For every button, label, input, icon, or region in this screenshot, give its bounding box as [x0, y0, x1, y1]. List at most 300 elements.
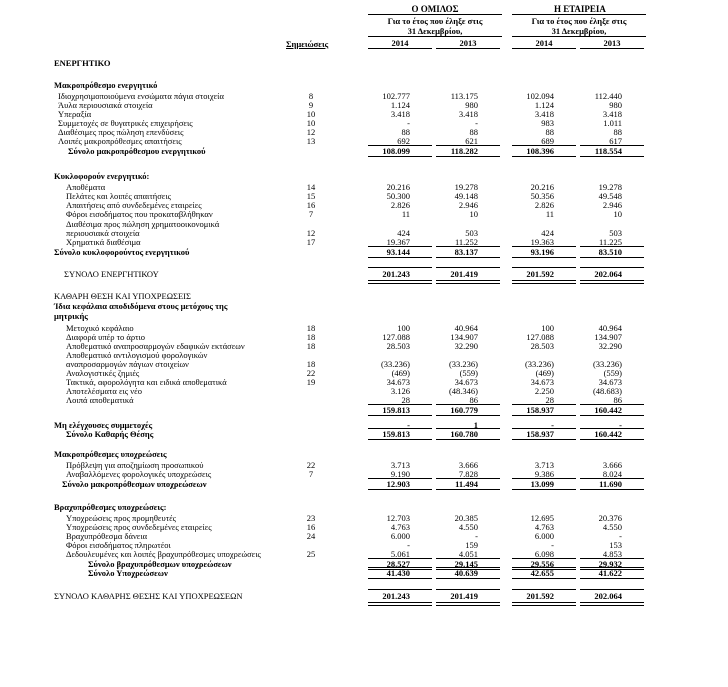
amount-cell: -	[475, 118, 478, 128]
amount-cell: 28.503	[530, 341, 554, 351]
amount-cell: 4.853	[602, 549, 622, 559]
total-rule	[512, 267, 576, 268]
amount-cell: 86	[613, 395, 622, 405]
company-title: Η ΕΤΑΙΡΕΙΑ	[554, 4, 606, 14]
row-label: ΣΥΝΟΛΟ ΕΝΕΡΓΗΤΙΚΟΥ	[64, 269, 159, 279]
total-rule	[512, 489, 576, 490]
amount-cell: 40.964	[598, 323, 622, 333]
row-label: Διαθέσιμες προς πώληση επενδύσεις	[58, 127, 184, 137]
group-period-line2: 31 Δεκεμβρίου,	[407, 26, 463, 36]
amount-cell: 3.418	[534, 109, 554, 119]
amount-cell: 9.190	[390, 469, 410, 479]
amount-cell: 160.780	[450, 429, 478, 439]
amount-cell: 983	[541, 118, 554, 128]
amount-cell: 102.777	[382, 91, 410, 101]
total-rule	[512, 589, 576, 590]
double-underline	[512, 602, 576, 606]
row-label: Φόροι εισοδήματος που προκαταβλήθηκαν	[66, 209, 213, 219]
amount-cell: -	[475, 531, 478, 541]
row-label: Κυκλοφορούν ενεργητικό:	[54, 171, 150, 181]
total-rule	[436, 439, 500, 440]
double-underline	[436, 280, 500, 284]
amount-cell: 134.907	[450, 332, 478, 342]
amount-cell: 4.763	[390, 522, 410, 532]
amount-cell: 424	[397, 228, 410, 238]
amount-cell: 127.088	[382, 332, 410, 342]
total-rule	[580, 267, 644, 268]
row-label: Σύνολο μακροπρόθεσμου ενεργητικού	[68, 146, 206, 156]
amount-cell: (33.236)	[524, 359, 554, 369]
amount-cell: 29.145	[454, 559, 478, 569]
amount-cell: 3.666	[458, 460, 478, 470]
total-rule	[436, 589, 500, 590]
row-label: Σύνολο κυκλοφορούντος ενεργητικού	[54, 247, 190, 257]
amount-cell: (33.236)	[592, 359, 622, 369]
total-rule	[436, 428, 500, 429]
amount-cell: 159.813	[382, 429, 410, 439]
total-rule	[580, 589, 644, 590]
row-label: Αποθεματικό αναπροσαρμογών εδαφικών εκτάσεων	[66, 341, 245, 351]
total-rule	[580, 415, 644, 416]
row-label: Μακροπρόθεσμο ενεργητικό	[54, 80, 158, 90]
row-label: Πρόβλεψη για αποζημίωση προσωπικού	[66, 460, 204, 470]
amount-cell: 980	[609, 100, 622, 110]
double-underline	[368, 280, 432, 284]
note-ref: 16	[306, 200, 316, 210]
amount-cell: 424	[541, 228, 554, 238]
row-label: Αναβαλλόμενες φορολογικές υποχρεώσεις	[66, 469, 212, 479]
total-rule	[512, 439, 576, 440]
note-ref: 19	[306, 377, 316, 387]
amount-cell: 34.673	[598, 377, 622, 387]
amount-cell: 88	[545, 127, 554, 137]
amount-cell: 980	[465, 100, 478, 110]
note-ref: 18	[306, 341, 316, 351]
row-label: Βραχυπρόθεσμα δάνεια	[66, 531, 148, 541]
amount-cell: 49.148	[454, 191, 478, 201]
total-rule	[368, 156, 432, 157]
amount-cell: 11.252	[454, 237, 478, 247]
note-ref: 25	[306, 549, 316, 559]
amount-cell: 11.690	[599, 479, 622, 489]
note-ref: 18	[306, 323, 316, 333]
amount-cell: 134.907	[594, 332, 622, 342]
total-rule	[368, 404, 432, 405]
note-ref: 22	[306, 368, 316, 378]
amount-cell: 41.430	[386, 568, 410, 578]
amount-cell: 42.655	[530, 568, 554, 578]
row-label: ΚΑΘΑΡΗ ΘΕΣΗ ΚΑΙ ΥΠΟΧΡΕΩΣΕΙΣ	[54, 291, 191, 301]
total-rule	[436, 156, 500, 157]
amount-cell: 2.826	[534, 200, 554, 210]
total-rule	[368, 567, 432, 568]
row-label: ΕΝΕΡΓΗΤΙΚΟ	[54, 58, 111, 68]
amount-cell: 158.937	[526, 429, 554, 439]
amount-cell: 3.418	[602, 109, 622, 119]
amount-cell: 3.126	[390, 386, 410, 396]
amount-cell: 3.418	[390, 109, 410, 119]
total-rule	[512, 246, 576, 247]
total-rule	[436, 415, 500, 416]
total-rule	[368, 415, 432, 416]
row-label: Αποτελέσματα εις νέο	[66, 386, 142, 396]
year-header: 2014	[391, 38, 409, 48]
amount-cell: 4.051	[458, 549, 478, 559]
amount-cell: 10	[469, 209, 478, 219]
amount-cell: 41.622	[598, 568, 622, 578]
total-rule	[436, 404, 500, 405]
note-ref: 13	[306, 136, 316, 146]
row-label: Μη ελέγχουσες συμμετοχές	[54, 420, 153, 430]
amount-cell: 20.216	[530, 182, 554, 192]
total-rule	[368, 478, 432, 479]
row-label: Μακροπρόθεσμες υποχρεώσεις	[54, 449, 167, 459]
amount-cell: 6.098	[534, 549, 554, 559]
amount-cell: 100	[541, 323, 554, 333]
note-ref: 18	[306, 332, 316, 342]
note-ref: 14	[306, 182, 316, 192]
amount-cell: 19.278	[454, 182, 478, 192]
notes-column-header: Σημειώσεις	[286, 39, 329, 49]
total-rule	[580, 489, 644, 490]
row-label: Φόροι εισοδήματος πληρωτέοι	[66, 540, 171, 550]
row-label: Διαφορά υπέρ το άρτιο	[66, 332, 146, 342]
amount-cell: 153	[609, 540, 622, 550]
row-label: Αποθέματα	[66, 182, 106, 192]
amount-cell: 29.556	[530, 559, 554, 569]
row-label: ΣΥΝΟΛΟ ΚΑΘΑΡΗΣ ΘΕΣΗΣ ΚΑΙ ΥΠΟΧΡΕΩΣΕΩΝ	[54, 591, 243, 601]
total-rule	[512, 428, 576, 429]
amount-cell: (33.236)	[448, 359, 478, 369]
amount-cell: 4.763	[534, 522, 554, 532]
amount-cell: (559)	[603, 368, 622, 378]
amount-cell: 28.527	[386, 559, 410, 569]
amount-cell: -	[407, 420, 410, 430]
row-label: Δεδουλευμένες και λοιπές βραχυπρόθεσμες υποχρεώσεις	[66, 549, 261, 559]
note-ref: 9	[308, 100, 314, 110]
amount-cell: 6.000	[390, 531, 410, 541]
amount-cell: 11.225	[598, 237, 622, 247]
total-rule	[512, 567, 576, 568]
total-rule	[580, 246, 644, 247]
row-label: Σύνολο Καθαρής Θέσης	[66, 429, 154, 439]
total-rule	[512, 415, 576, 416]
row-label: Σύνολο βραχυπρόθεσμων υποχρεώσεων	[88, 559, 232, 569]
amount-cell: 88	[613, 127, 622, 137]
amount-cell: 5.061	[390, 549, 410, 559]
amount-cell: 201.243	[382, 591, 410, 601]
total-rule	[580, 558, 644, 559]
year-underline	[436, 48, 500, 49]
amount-cell: 201.243	[382, 269, 410, 279]
total-rule	[436, 246, 500, 247]
row-label: Διαθέσιμα προς πώληση χρηματοοικονομικά	[66, 219, 220, 229]
amount-cell: 1.011	[603, 118, 622, 128]
note-ref: 17	[306, 237, 316, 247]
amount-cell: 83.510	[598, 247, 622, 257]
amount-cell: 11	[401, 209, 410, 219]
amount-cell: 83.137	[454, 247, 478, 257]
amount-cell: 40.964	[454, 323, 478, 333]
amount-cell: 118.554	[594, 146, 622, 156]
amount-cell: 88	[401, 127, 410, 137]
group-period-line1: Για το έτος που έληξε στις	[387, 16, 483, 26]
amount-cell: 93.196	[530, 247, 554, 257]
amount-cell: 113.175	[450, 91, 478, 101]
note-ref: 8	[308, 91, 314, 101]
double-underline	[512, 280, 576, 284]
amount-cell: 34.673	[530, 377, 554, 387]
total-rule	[368, 246, 432, 247]
note-ref: 12	[306, 228, 316, 238]
row-label: περιουσιακά στοιχεία	[66, 228, 140, 238]
amount-cell: -	[551, 540, 554, 550]
total-rule	[436, 257, 500, 258]
amount-cell: 202.064	[594, 269, 622, 279]
amount-cell: 2.250	[534, 386, 554, 396]
total-rule	[580, 404, 644, 405]
total-rule	[512, 478, 576, 479]
amount-cell: 50.356	[530, 191, 554, 201]
total-rule	[368, 428, 432, 429]
total-rule	[368, 145, 432, 146]
total-rule	[580, 257, 644, 258]
year-header: 2013	[603, 38, 621, 48]
total-rule	[368, 558, 432, 559]
total-rule	[512, 558, 576, 559]
row-label: Σύνολο μακροπρόθεσμων υποχρεώσεων	[62, 479, 207, 489]
amount-cell: 617	[609, 136, 622, 146]
amount-cell: (33.236)	[380, 359, 410, 369]
row-label: Αποθεματικό αντιλογισμού φορολογικών	[66, 350, 208, 360]
total-rule	[580, 578, 644, 579]
row-label: Βραχυπρόθεσμες υποχρεώσεις:	[54, 502, 167, 512]
total-rule	[368, 589, 432, 590]
amount-cell: 32.290	[598, 341, 622, 351]
row-label: μητρικής	[54, 311, 88, 321]
row-label: Λοιπές μακροπρόθεσμες απαιτήσεις	[58, 136, 182, 146]
amount-cell: 112.440	[594, 91, 622, 101]
year-underline	[368, 48, 432, 49]
row-label: Σύνολο Υποχρεώσεων	[88, 568, 168, 578]
amount-cell: 127.088	[526, 332, 554, 342]
row-label: Ίδια κεφάλαια αποδιδόμενα στους μετόχους της	[54, 301, 228, 311]
amount-cell: 503	[609, 228, 622, 238]
total-rule	[580, 478, 644, 479]
amount-cell: 12.703	[386, 513, 410, 523]
row-label: Υποχρεώσεις προς προμηθευτές	[66, 513, 177, 523]
double-underline	[436, 602, 500, 606]
amount-cell: 93.144	[386, 247, 410, 257]
note-ref: 10	[306, 109, 316, 119]
amount-cell: 3.666	[602, 460, 622, 470]
amount-cell: 201.419	[450, 591, 478, 601]
note-ref: 7	[308, 209, 314, 219]
amount-cell: 102.094	[526, 91, 554, 101]
year-underline	[580, 48, 644, 49]
row-label: Υπεραξία	[58, 109, 92, 119]
amount-cell: (48.683)	[592, 386, 622, 396]
amount-cell: 34.673	[386, 377, 410, 387]
total-rule	[436, 567, 500, 568]
amount-cell: 12.695	[530, 513, 554, 523]
total-rule	[368, 489, 432, 490]
row-label: Ιδιοχρησιμοποιούμενα ενσώματα πάγια στοιχεία	[58, 91, 224, 101]
row-label: Υποχρεώσεις προς συνδεδεμένες εταιρείες	[66, 522, 212, 532]
group-title-underline	[368, 14, 502, 15]
amount-cell: 7.828	[458, 469, 478, 479]
total-rule	[436, 478, 500, 479]
total-rule	[512, 156, 576, 157]
company-title-underline	[512, 14, 646, 15]
row-label: Απαιτήσεις από συνδεδεμένες εταιρείες	[66, 200, 202, 210]
amount-cell: (469)	[391, 368, 410, 378]
amount-cell: 621	[465, 136, 478, 146]
amount-cell: 12.903	[386, 479, 410, 489]
note-ref: 22	[306, 460, 316, 470]
amount-cell: 29.932	[598, 559, 622, 569]
amount-cell: 34.673	[454, 377, 478, 387]
row-label: Χρηματικά διαθέσιμα	[66, 237, 141, 247]
amount-cell: 692	[397, 136, 410, 146]
note-ref: 12	[306, 127, 316, 137]
amount-cell: 6.000	[534, 531, 554, 541]
total-rule	[580, 567, 644, 568]
row-label: Συμμετοχές σε θυγατρικές επιχειρήσεις	[58, 118, 193, 128]
total-rule	[580, 428, 644, 429]
total-rule	[512, 145, 576, 146]
total-rule	[512, 578, 576, 579]
amount-cell: 11.494	[455, 479, 478, 489]
amount-cell: 28.503	[386, 341, 410, 351]
amount-cell: 118.282	[450, 146, 478, 156]
row-label: Μετοχικό κεφάλαιο	[66, 323, 134, 333]
amount-cell: 28	[545, 395, 554, 405]
total-rule	[512, 404, 576, 405]
amount-cell: 20.216	[386, 182, 410, 192]
amount-cell: -	[619, 420, 622, 430]
amount-cell: 159	[465, 540, 478, 550]
amount-cell: (469)	[535, 368, 554, 378]
row-label: Αναλογιστικές ζημιές	[66, 368, 140, 378]
note-ref: 24	[306, 531, 316, 541]
amount-cell: 1.124	[534, 100, 554, 110]
total-rule	[368, 257, 432, 258]
amount-cell: 3.418	[458, 109, 478, 119]
amount-cell: 9.386	[534, 469, 554, 479]
note-ref: 16	[306, 522, 316, 532]
amount-cell: 3.713	[390, 460, 410, 470]
amount-cell: 50.300	[386, 191, 410, 201]
total-rule	[512, 257, 576, 258]
amount-cell: 201.419	[450, 269, 478, 279]
company-period-line1: Για το έτος που έληξε στις	[531, 16, 627, 26]
row-label: Πελάτες και λοιπές απαιτήσεις	[66, 191, 171, 201]
amount-cell: 11	[545, 209, 554, 219]
company-period-underline	[512, 36, 646, 37]
amount-cell: (559)	[459, 368, 478, 378]
group-title: Ο ΟΜΙΛΟΣ	[411, 4, 459, 14]
double-underline	[580, 602, 644, 606]
amount-cell: 10	[613, 209, 622, 219]
amount-cell: 202.064	[594, 591, 622, 601]
row-label: Άυλα περιουσιακά στοιχεία	[58, 100, 153, 110]
amount-cell: -	[407, 118, 410, 128]
amount-cell: 19.367	[386, 237, 410, 247]
amount-cell: 160.779	[450, 405, 478, 415]
amount-cell: 86	[469, 395, 478, 405]
amount-cell: 19.278	[598, 182, 622, 192]
note-ref: 15	[306, 191, 316, 201]
amount-cell: 503	[465, 228, 478, 238]
amount-cell: 20.385	[454, 513, 478, 523]
double-underline	[368, 602, 432, 606]
note-ref: 10	[306, 118, 316, 128]
amount-cell: 19.363	[530, 237, 554, 247]
amount-cell: 2.946	[458, 200, 478, 210]
total-rule	[436, 578, 500, 579]
note-ref: 18	[306, 359, 316, 369]
group-period-underline	[368, 36, 502, 37]
row-label: Τακτικά, αφορολόγητα και ειδικά αποθεματικά	[66, 377, 227, 387]
total-rule	[436, 145, 500, 146]
total-rule	[436, 489, 500, 490]
total-rule	[368, 439, 432, 440]
amount-cell: 2.826	[390, 200, 410, 210]
amount-cell: 201.592	[526, 591, 554, 601]
note-ref: 23	[306, 513, 316, 523]
amount-cell: 160.442	[594, 429, 622, 439]
total-rule	[580, 156, 644, 157]
company-period-line2: 31 Δεκεμβρίου,	[551, 26, 607, 36]
amount-cell: 108.099	[382, 146, 410, 156]
amount-cell: 49.548	[598, 191, 622, 201]
amount-cell: 88	[469, 127, 478, 137]
total-rule	[580, 439, 644, 440]
total-rule	[368, 267, 432, 268]
amount-cell: 32.290	[454, 341, 478, 351]
total-rule	[436, 267, 500, 268]
amount-cell: 108.396	[526, 146, 554, 156]
amount-cell: 3.713	[534, 460, 554, 470]
amount-cell: 28	[401, 395, 410, 405]
amount-cell: 8.024	[602, 469, 622, 479]
amount-cell: (48.346)	[448, 386, 478, 396]
amount-cell: 20.376	[598, 513, 622, 523]
amount-cell: -	[407, 540, 410, 550]
total-rule	[580, 145, 644, 146]
note-ref: 7	[308, 469, 314, 479]
year-underline	[512, 48, 576, 49]
amount-cell: 1	[473, 420, 478, 430]
amount-cell: -	[619, 531, 622, 541]
row-label: Λοιπά αποθεματικά	[66, 395, 134, 405]
amount-cell: 4.550	[458, 522, 478, 532]
amount-cell: 158.937	[526, 405, 554, 415]
amount-cell: 2.946	[602, 200, 622, 210]
total-rule	[436, 558, 500, 559]
amount-cell: 689	[541, 136, 554, 146]
year-header: 2014	[535, 38, 553, 48]
amount-cell: 159.813	[382, 405, 410, 415]
amount-cell: 160.442	[594, 405, 622, 415]
amount-cell: 4.550	[602, 522, 622, 532]
total-rule	[368, 578, 432, 579]
amount-cell: 100	[397, 323, 410, 333]
amount-cell: 201.592	[526, 269, 554, 279]
amount-cell: 13.099	[530, 479, 554, 489]
amount-cell: 40.639	[454, 568, 478, 578]
